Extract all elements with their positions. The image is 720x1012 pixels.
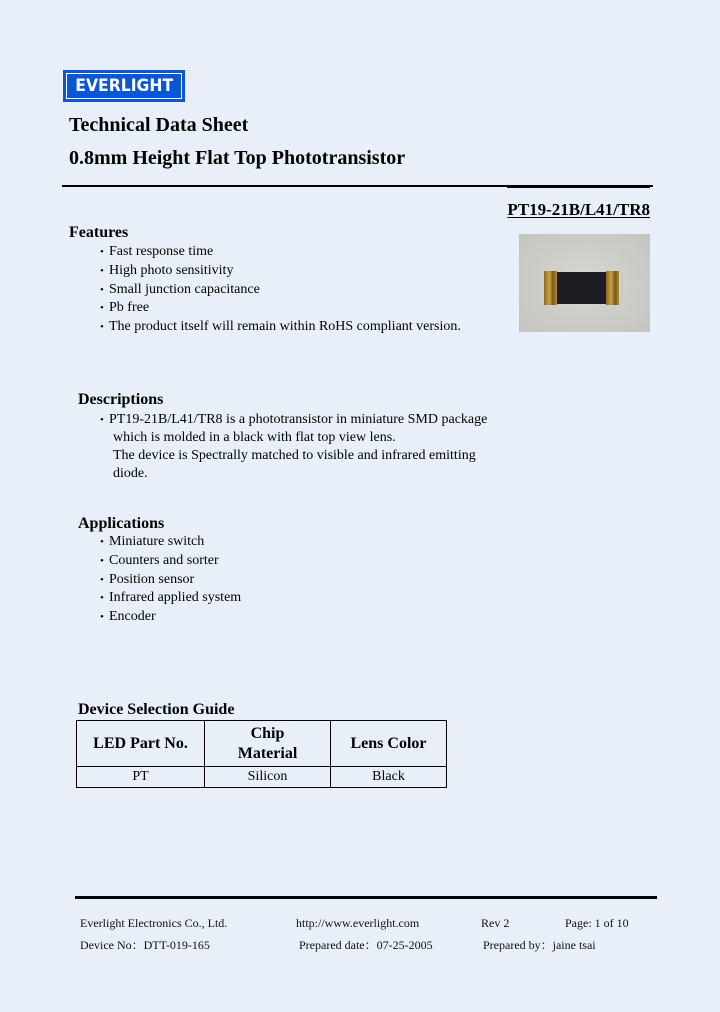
- chip-terminal-right: [606, 271, 619, 305]
- bullet-icon: •: [100, 573, 104, 586]
- selection-guide-heading: Device Selection Guide: [78, 701, 235, 718]
- list-item: • Position sensor: [100, 571, 241, 590]
- list-item: • Encoder: [100, 608, 241, 627]
- bullet-icon: •: [100, 321, 104, 334]
- footer-prepared-date: Prepared date：07-25-2005: [299, 938, 433, 952]
- bullet-icon: •: [100, 264, 104, 277]
- bullet-icon: •: [100, 302, 104, 315]
- document-subtitle: 0.8mm Height Flat Top Phototransistor: [69, 147, 406, 169]
- smd-chip-image: [544, 271, 619, 305]
- list-item: • The product itself will remain within RoHS compliant version.: [100, 318, 461, 337]
- footer-device-no: Device No：DTT-019-165: [80, 938, 210, 952]
- list-item: • Small junction capacitance: [100, 281, 461, 300]
- document-title: Technical Data Sheet: [69, 114, 249, 136]
- part-number: PT19-21B/L41/TR8: [507, 200, 650, 219]
- description-line: • PT19-21B/L41/TR8 is a phototransistor in miniature SMD package: [100, 412, 488, 427]
- footer-company: Everlight Electronics Co., Ltd.: [80, 916, 228, 930]
- footer-url[interactable]: http://www.everlight.com: [296, 916, 420, 930]
- footer-divider: [75, 896, 657, 899]
- column-header-chip-material: Chip Material: [205, 721, 331, 767]
- logo-border: [66, 73, 182, 99]
- footer-page-number: Page: 1 of 10: [565, 916, 629, 930]
- bullet-icon: •: [100, 246, 104, 258]
- features-heading: Features: [69, 224, 129, 241]
- cell-part-no: PT: [77, 767, 205, 788]
- logo-text: EVERLIGHT: [75, 76, 173, 96]
- descriptions-heading: Descriptions: [78, 391, 164, 408]
- description-line: which is molded in a black with flat top view lens.: [113, 430, 396, 445]
- list-item: • Infrared applied system: [100, 589, 241, 608]
- footer-revision: Rev 2: [481, 916, 510, 930]
- bullet-icon: •: [100, 536, 104, 548]
- description-line: The device is Spectrally matched to visible and infrared emitting: [113, 448, 476, 463]
- list-item: • Fast response time: [100, 243, 461, 262]
- list-item: • Pb free: [100, 299, 461, 318]
- chip-terminal-left: [544, 271, 557, 305]
- cell-lens-color: Black: [331, 767, 447, 788]
- column-header-lens-color: Lens Color: [331, 721, 447, 767]
- product-photo: [519, 234, 650, 332]
- column-header-part-no: LED Part No.: [77, 721, 205, 767]
- table-header-row: [77, 721, 447, 767]
- footer-prepared-by: Prepared by：jaine tsai: [483, 938, 596, 952]
- cell-chip-material: Silicon: [205, 767, 331, 788]
- list-item: • High photo sensitivity: [100, 262, 461, 281]
- features-list: [100, 243, 461, 337]
- descriptions-body: [100, 411, 487, 483]
- table-row: [77, 767, 447, 788]
- bullet-icon: •: [100, 283, 104, 296]
- list-item: • Counters and sorter: [100, 552, 241, 571]
- applications-heading: Applications: [78, 515, 165, 532]
- description-line: diode.: [113, 466, 148, 481]
- bullet-icon: •: [100, 414, 104, 426]
- header-divider-accent: [507, 185, 650, 188]
- bullet-icon: •: [100, 554, 104, 567]
- bullet-icon: •: [100, 592, 104, 605]
- list-item: • Miniature switch: [100, 533, 241, 552]
- bullet-icon: •: [100, 611, 104, 624]
- everlight-logo: [63, 70, 185, 102]
- applications-list: [100, 533, 241, 627]
- selection-guide-table: [76, 720, 447, 788]
- chip-body: [557, 272, 606, 304]
